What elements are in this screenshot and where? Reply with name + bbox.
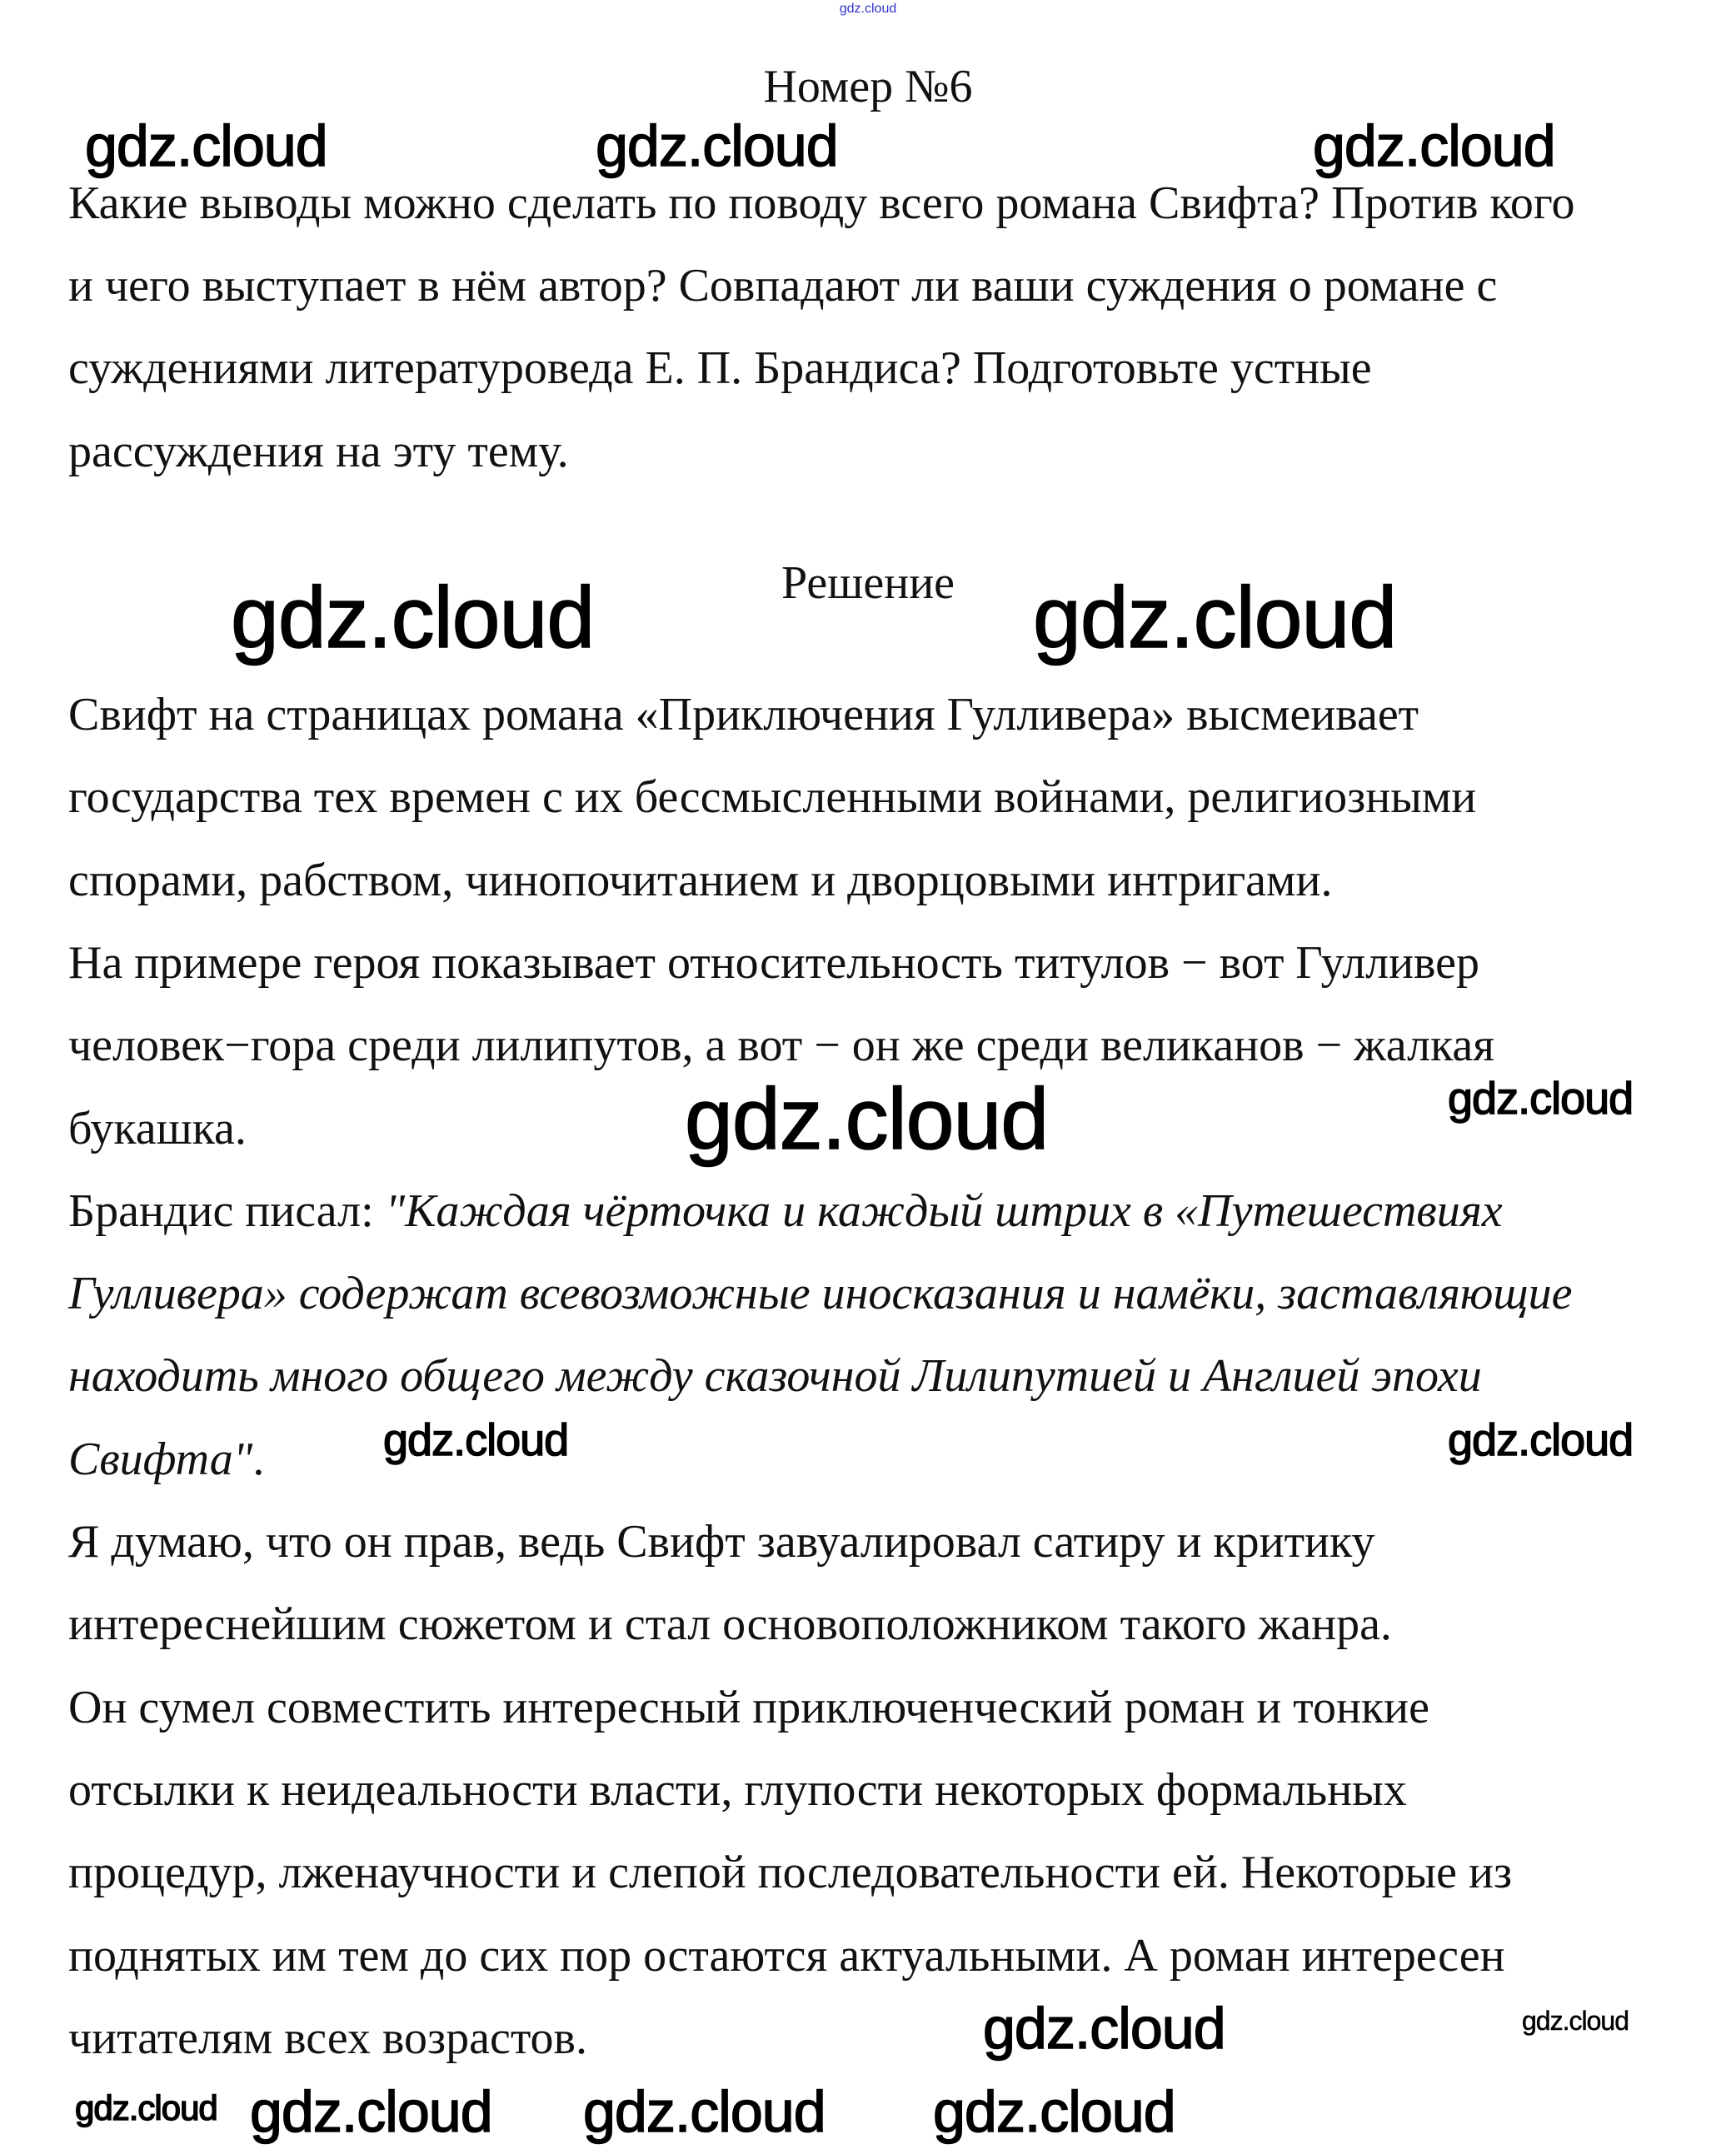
watermark: gdz.cloud: [583, 2079, 826, 2144]
answer-line: спорами, рабством, чинопочитанием и дворцовыми интригами.: [68, 855, 1333, 906]
conclusion-line: читателям всех возрастов.: [68, 2012, 587, 2064]
quote-text: Свифта": [68, 1434, 253, 1485]
question-line: и чего выступает в нём автор? Совпадают ли ваши суждения о романе с: [68, 260, 1498, 312]
watermark: gdz.cloud: [231, 570, 595, 666]
watermark: gdz.cloud: [685, 1071, 1049, 1168]
watermark: gdz.cloud: [983, 1996, 1225, 2061]
watermark: gdz.cloud: [1522, 2006, 1629, 2036]
quote-line: Гулливера» содержат всевозможные иносказания и намёки, заставляющие: [68, 1268, 1573, 1319]
answer-line: букашка.: [68, 1103, 247, 1154]
answer-line: Свифт на страницах романа «Приключения Гулливера» высмеивает: [68, 689, 1419, 740]
watermark: gdz.cloud: [933, 2079, 1175, 2144]
conclusion-line: Я думаю, что он прав, ведь Свифт завуалировал сатиру и критику: [68, 1516, 1375, 1568]
quote-line: находить много общего между сказочной Лилипутией и Англией эпохи: [68, 1350, 1482, 1402]
conclusion-line: процедур, лженаучности и слепой последовательности ей. Некоторые из: [68, 1847, 1513, 1898]
conclusion-line: Он сумел совместить интересный приключенческий роман и тонкие: [68, 1682, 1430, 1733]
question-line: Какие выводы можно сделать по поводу всего романа Свифта? Против кого: [68, 177, 1575, 229]
quote-text: "Каждая чёрточка и каждый штрих в «Путешествиях: [385, 1185, 1503, 1237]
conclusion-line: отсылки к неидеальности власти, глупости некоторых формальных: [68, 1764, 1407, 1816]
watermark: gdz.cloud: [85, 113, 327, 178]
watermark: gdz.cloud: [250, 2079, 492, 2144]
answer-line: государства тех времен с их бессмысленными войнами, религиозными: [68, 771, 1477, 823]
conclusion-line: интереснейшим сюжетом и стал основоположником такого жанра.: [68, 1598, 1392, 1650]
page-title: Номер №6: [763, 61, 973, 112]
answer-line: На примере героя показывает относительность титулов − вот Гулливер: [68, 937, 1480, 989]
conclusion-line: поднятых им тем до сих пор остаются актуальными. А роман интересен: [68, 1930, 1505, 1982]
quote-intro: Брандис писал:: [68, 1185, 386, 1237]
quote-line: [68, 1184, 1503, 1238]
watermark: gdz.cloud: [75, 2088, 217, 2127]
question-line: рассуждения на эту тему.: [68, 426, 569, 477]
watermark: gdz.cloud: [1448, 1415, 1634, 1465]
quote-end: .: [252, 1434, 265, 1485]
solution-heading: Решение: [781, 557, 955, 609]
watermark: gdz.cloud: [596, 113, 838, 178]
quote-line: [68, 1433, 264, 1486]
question-line: суждениями литературоведа Е. П. Брандиса? Подготовьте устные: [68, 342, 1372, 394]
watermark: gdz.cloud: [383, 1415, 569, 1465]
header-watermark: gdz.cloud: [839, 2, 897, 16]
watermark: gdz.cloud: [1033, 570, 1397, 666]
answer-line: человек−гора среди лилипутов, а вот − он же среди великанов − жалкая: [68, 1020, 1495, 1071]
watermark: gdz.cloud: [1448, 1074, 1634, 1124]
watermark: gdz.cloud: [1313, 113, 1555, 178]
